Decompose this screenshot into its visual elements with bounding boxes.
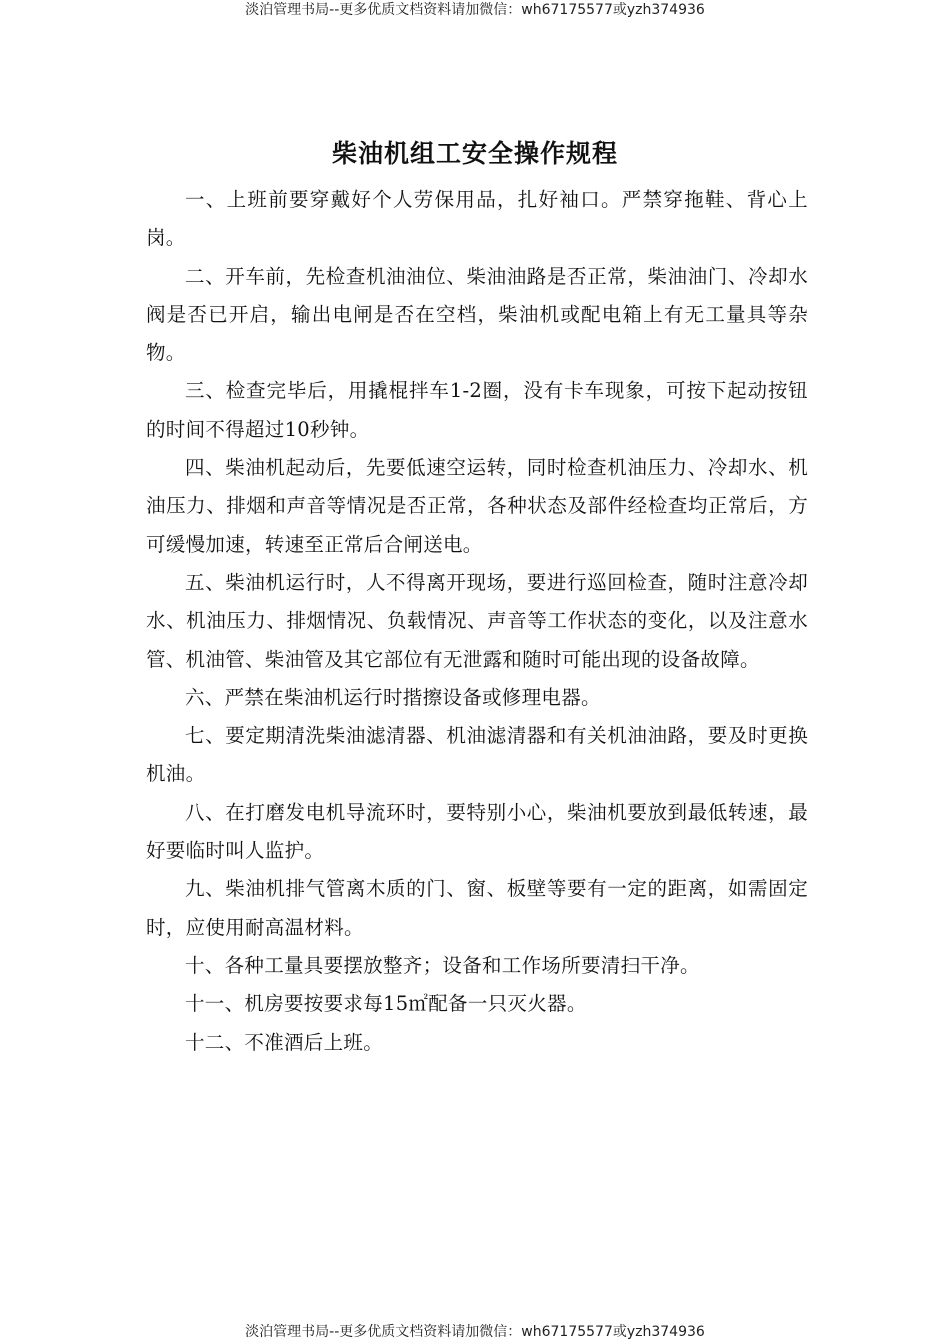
paragraph-8: 八、在打磨发电机导流环时，要特别小心，柴油机要放到最低转速，最好要临时叫人监护。 [146, 800, 808, 863]
paragraph-10: 十、各种工量具要摆放整齐；设备和工作场所要清扫干净。 [185, 953, 700, 977]
paragraph-7: 七、要定期清洗柴油滤清器、机油滤清器和有关机油油路，要及时更换机油。 [146, 724, 808, 786]
document-body [146, 181, 808, 1062]
header-note: 淡泊管理书局--更多优质文档资料请加微信：wh67175577或yzh374936 [245, 2, 705, 18]
paragraph-12: 十二、不准酒后上班。 [185, 1030, 384, 1054]
paragraph-6: 六、严禁在柴油机运行时揩擦设备或修理电器。 [185, 685, 601, 709]
document-title: 柴油机组工安全操作规程 [331, 139, 618, 168]
footer-note: 淡泊管理书局--更多优质文档资料请加微信：wh67175577或yzh374936 [245, 1324, 705, 1340]
paragraph-2: 二、开车前，先检查机油油位、柴油油路是否正常，柴油油门、冷却水阀是否已开启，输出电闸是否在空档，柴油机或配电箱上有无工量具等杂物。 [146, 264, 808, 365]
paragraph-9: 九、柴油机排气管离木质的门、窗、板壁等要有一定的距离，如需固定时，应使用耐高温材料。 [146, 877, 808, 939]
paragraph-1: 一、上班前要穿戴好个人劳保用品，扎好袖口。严禁穿拖鞋、背心上岗。 [146, 188, 808, 250]
paragraph-11: 十一、机房要按要求每15㎡配备一只灭火器。 [185, 992, 587, 1016]
paragraph-4: 四、柴油机起动后，先要低速空运转，同时检查机油压力、冷却水、机油压力、排烟和声音等情况是否正常，各种状态及部件经检查均正常后，方可缓慢加速，转速至正常后合闸送电。 [146, 456, 808, 556]
paragraph-5: 五、柴油机运行时，人不得离开现场，要进行巡回检查，随时注意冷却水、机油压力、排烟情况、负载情况、声音等工作状态的变化，以及注意水管、机油管、柴油管及其它部位有无泄露和随时可能出现的设备故障。 [146, 570, 808, 671]
paragraph-3: 三、检查完毕后，用撬棍拌车1-2圈，没有卡车现象，可按下起动按钮的时间不得超过10秒钟。 [146, 379, 808, 441]
